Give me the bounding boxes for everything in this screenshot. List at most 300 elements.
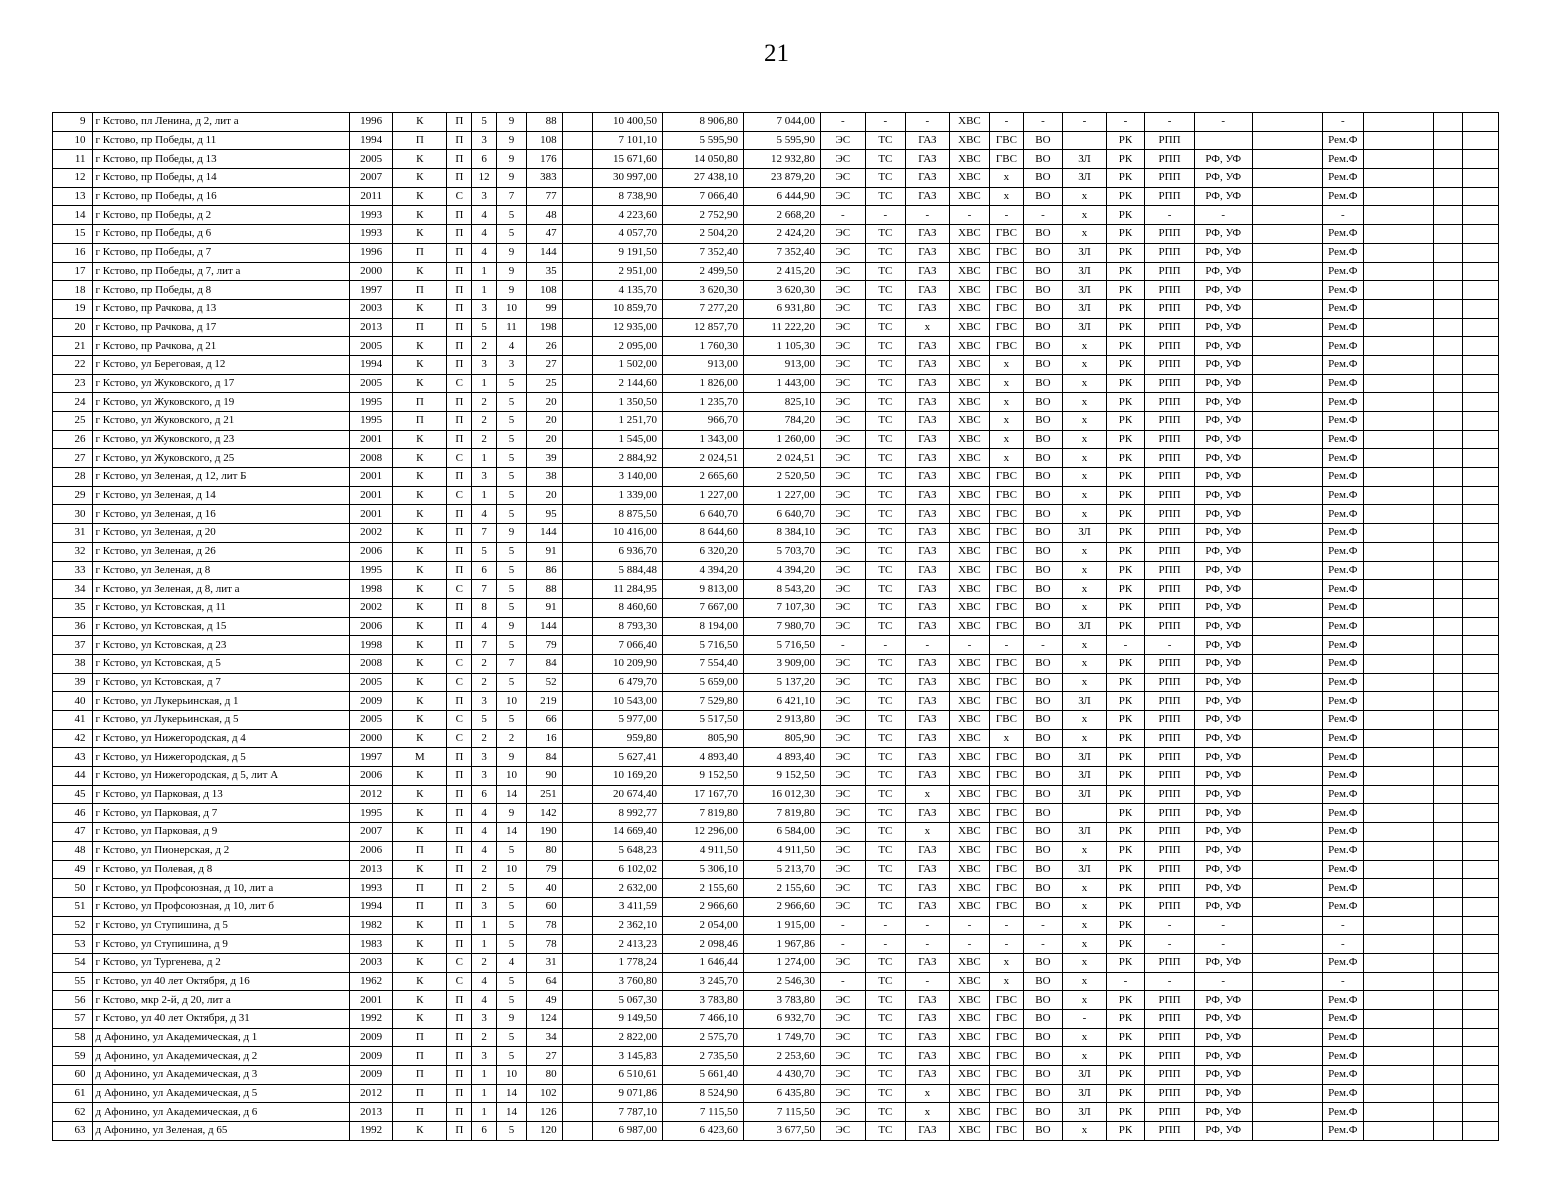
- table-cell: ГВС: [990, 897, 1023, 916]
- table-cell: 2005: [349, 374, 393, 393]
- table-cell: 2005: [349, 150, 393, 169]
- table-cell: 11: [496, 318, 526, 337]
- table-cell: 2: [472, 393, 496, 412]
- table-cell: ГАЗ: [906, 841, 950, 860]
- table-cell: ТС: [865, 860, 906, 879]
- table-cell: ТС: [865, 1066, 906, 1085]
- table-cell: ЗЛ: [1063, 169, 1107, 188]
- table-cell: [1433, 729, 1462, 748]
- table-cell: ГАЗ: [906, 243, 950, 262]
- table-cell: 383: [527, 169, 562, 188]
- table-cell: К: [393, 355, 447, 374]
- table-cell: ТС: [865, 169, 906, 188]
- table-cell: [1433, 131, 1462, 150]
- table-cell: [1463, 617, 1499, 636]
- table-cell: ТС: [865, 598, 906, 617]
- table-cell: г Кстово, ул Жуковского, д 23: [92, 430, 349, 449]
- table-cell: [1252, 486, 1322, 505]
- table-cell: 1982: [349, 916, 393, 935]
- table-cell: [1252, 113, 1322, 132]
- table-cell: 1993: [349, 879, 393, 898]
- table-cell: ГВС: [990, 673, 1023, 692]
- table-row: [53, 879, 1499, 898]
- table-cell: [1252, 692, 1322, 711]
- table-cell: [1252, 131, 1322, 150]
- table-row: [53, 225, 1499, 244]
- table-cell: 12 296,00: [662, 823, 743, 842]
- table-cell: -: [1145, 935, 1195, 954]
- table-cell: ТС: [865, 505, 906, 524]
- table-cell: РПП: [1145, 729, 1195, 748]
- table-row: [53, 337, 1499, 356]
- table-cell: 9: [496, 131, 526, 150]
- table-cell: ХВС: [949, 617, 990, 636]
- table-cell: 20: [53, 318, 93, 337]
- table-cell: ХВС: [949, 1010, 990, 1029]
- table-cell: ЭС: [821, 879, 866, 898]
- table-row: [53, 598, 1499, 617]
- table-cell: ЭС: [821, 785, 866, 804]
- table-cell: 3: [472, 355, 496, 374]
- table-cell: [1463, 1122, 1499, 1141]
- table-cell: ЗЛ: [1063, 318, 1107, 337]
- table-cell: [562, 187, 592, 206]
- table-cell: Рем.Ф: [1322, 243, 1364, 262]
- table-cell: 2: [472, 953, 496, 972]
- table-cell: 959,80: [593, 729, 663, 748]
- table-cell: х: [1063, 729, 1107, 748]
- table-cell: К: [393, 860, 447, 879]
- table-cell: 4 057,70: [593, 225, 663, 244]
- table-cell: ВО: [1023, 991, 1063, 1010]
- table-cell: 1994: [349, 897, 393, 916]
- table-cell: г Кстово, ул Профсоюзная, д 10, лит а: [92, 879, 349, 898]
- table-cell: ГВС: [990, 617, 1023, 636]
- table-cell: ГАЗ: [906, 169, 950, 188]
- table-cell: [1252, 393, 1322, 412]
- table-cell: ЭС: [821, 1047, 866, 1066]
- table-cell: К: [393, 636, 447, 655]
- table-cell: РПП: [1145, 468, 1195, 487]
- table-cell: ТС: [865, 225, 906, 244]
- table-cell: ГВС: [990, 991, 1023, 1010]
- table-cell: [1364, 542, 1434, 561]
- table-cell: [1364, 281, 1434, 300]
- table-cell: 7: [472, 580, 496, 599]
- table-cell: 2006: [349, 841, 393, 860]
- table-cell: [1433, 823, 1462, 842]
- table-cell: [562, 1047, 592, 1066]
- table-row: [53, 711, 1499, 730]
- table-cell: РПП: [1145, 654, 1195, 673]
- table-cell: 3 760,80: [593, 972, 663, 991]
- table-cell: РК: [1106, 374, 1145, 393]
- table-cell: [1463, 468, 1499, 487]
- table-cell: 54: [53, 953, 93, 972]
- table-cell: ВО: [1023, 580, 1063, 599]
- table-cell: г Кстово, ул Нижегородская, д 5, лит А: [92, 767, 349, 786]
- table-cell: ТС: [865, 243, 906, 262]
- table-cell: С: [447, 654, 472, 673]
- table-cell: ЭС: [821, 673, 866, 692]
- table-cell: ТС: [865, 262, 906, 281]
- table-cell: [1252, 150, 1322, 169]
- table-cell: РПП: [1145, 337, 1195, 356]
- table-row: [53, 150, 1499, 169]
- table-cell: РПП: [1145, 131, 1195, 150]
- table-cell: 2001: [349, 486, 393, 505]
- table-cell: -: [990, 113, 1023, 132]
- table-cell: П: [447, 598, 472, 617]
- table-cell: ХВС: [949, 953, 990, 972]
- table-cell: 2 668,20: [744, 206, 821, 225]
- table-cell: РФ, УФ: [1194, 729, 1252, 748]
- table-cell: ЗЛ: [1063, 1066, 1107, 1085]
- table-cell: ВО: [1023, 860, 1063, 879]
- table-cell: 2007: [349, 169, 393, 188]
- table-cell: 2: [496, 729, 526, 748]
- table-cell: [1252, 524, 1322, 543]
- table-cell: ТС: [865, 991, 906, 1010]
- table-cell: х: [1063, 916, 1107, 935]
- table-cell: [1364, 879, 1434, 898]
- table-cell: РПП: [1145, 187, 1195, 206]
- table-cell: [1252, 617, 1322, 636]
- table-cell: 11: [53, 150, 93, 169]
- table-cell: ТС: [865, 953, 906, 972]
- table-cell: -: [906, 935, 950, 954]
- table-cell: 1 343,00: [662, 430, 743, 449]
- table-cell: 2007: [349, 823, 393, 842]
- table-cell: РФ, УФ: [1194, 393, 1252, 412]
- table-cell: 7: [496, 187, 526, 206]
- table-row: [53, 673, 1499, 692]
- table-cell: ГАЗ: [906, 617, 950, 636]
- table-cell: [1433, 430, 1462, 449]
- table-cell: 1992: [349, 1122, 393, 1141]
- table-cell: г Кстово, ул 40 лет Октября, д 31: [92, 1010, 349, 1029]
- table-cell: [1252, 1028, 1322, 1047]
- table-cell: 1995: [349, 412, 393, 431]
- table-row: [53, 916, 1499, 935]
- table-cell: х: [1063, 935, 1107, 954]
- table-cell: [1433, 953, 1462, 972]
- table-cell: ХВС: [949, 879, 990, 898]
- table-cell: ЭС: [821, 430, 866, 449]
- table-cell: РК: [1106, 580, 1145, 599]
- table-cell: [1433, 916, 1462, 935]
- table-cell: 1 227,00: [662, 486, 743, 505]
- table-cell: Рем.Ф: [1322, 1084, 1364, 1103]
- table-cell: РК: [1106, 449, 1145, 468]
- table-cell: [1433, 243, 1462, 262]
- table-cell: Рем.Ф: [1322, 225, 1364, 244]
- table-cell: [1252, 542, 1322, 561]
- table-cell: ЭС: [821, 617, 866, 636]
- table-cell: 40: [527, 879, 562, 898]
- table-cell: [1433, 711, 1462, 730]
- table-cell: [562, 131, 592, 150]
- table-cell: ХВС: [949, 524, 990, 543]
- table-cell: 41: [53, 711, 93, 730]
- table-cell: ВО: [1023, 1028, 1063, 1047]
- table-cell: [1364, 1103, 1434, 1122]
- table-cell: ГАЗ: [906, 337, 950, 356]
- table-cell: ТС: [865, 355, 906, 374]
- table-cell: [1433, 1010, 1462, 1029]
- table-cell: ГВС: [990, 505, 1023, 524]
- table-cell: [1433, 206, 1462, 225]
- table-cell: 7 101,10: [593, 131, 663, 150]
- table-cell: П: [447, 916, 472, 935]
- table-cell: г Кстово, ул 40 лет Октября, д 16: [92, 972, 349, 991]
- table-cell: [562, 486, 592, 505]
- table-cell: 2 665,60: [662, 468, 743, 487]
- table-cell: 7: [472, 636, 496, 655]
- table-cell: РПП: [1145, 542, 1195, 561]
- table-cell: 120: [527, 1122, 562, 1141]
- table-cell: [1463, 598, 1499, 617]
- table-cell: 2 155,60: [744, 879, 821, 898]
- table-cell: 31: [527, 953, 562, 972]
- table-cell: 5 884,48: [593, 561, 663, 580]
- table-cell: 1 251,70: [593, 412, 663, 431]
- table-cell: [562, 654, 592, 673]
- table-cell: ВО: [1023, 430, 1063, 449]
- table-cell: 825,10: [744, 393, 821, 412]
- table-cell: х: [990, 169, 1023, 188]
- table-cell: [1252, 412, 1322, 431]
- table-cell: ТС: [865, 1103, 906, 1122]
- table-cell: [1252, 711, 1322, 730]
- table-cell: [1433, 991, 1462, 1010]
- table-cell: 34: [53, 580, 93, 599]
- table-cell: ТС: [865, 486, 906, 505]
- table-cell: [1433, 692, 1462, 711]
- table-cell: [1463, 206, 1499, 225]
- table-cell: 62: [53, 1103, 93, 1122]
- table-cell: РК: [1106, 393, 1145, 412]
- table-row: [53, 860, 1499, 879]
- table-cell: С: [447, 374, 472, 393]
- table-cell: 2 253,60: [744, 1047, 821, 1066]
- table-cell: К: [393, 598, 447, 617]
- table-cell: К: [393, 1122, 447, 1141]
- table-cell: 37: [53, 636, 93, 655]
- table-cell: 35: [53, 598, 93, 617]
- table-cell: -: [1145, 113, 1195, 132]
- table-cell: [1252, 916, 1322, 935]
- table-cell: 23 879,20: [744, 169, 821, 188]
- table-cell: г Кстово, ул Зеленая, д 26: [92, 542, 349, 561]
- table-cell: [562, 1010, 592, 1029]
- table-cell: [562, 692, 592, 711]
- table-cell: [1364, 225, 1434, 244]
- table-cell: ЭС: [821, 243, 866, 262]
- table-cell: П: [393, 281, 447, 300]
- table-cell: 1997: [349, 748, 393, 767]
- table-cell: [1463, 953, 1499, 972]
- table-cell: г Кстово, ул Профсоюзная, д 10, лит б: [92, 897, 349, 916]
- table-cell: [1364, 505, 1434, 524]
- table-cell: 1 915,00: [744, 916, 821, 935]
- table-cell: РК: [1106, 1028, 1145, 1047]
- table-cell: ЭС: [821, 505, 866, 524]
- table-cell: 8 906,80: [662, 113, 743, 132]
- table-cell: [562, 841, 592, 860]
- table-cell: ХВС: [949, 468, 990, 487]
- table-row: [53, 729, 1499, 748]
- table-cell: 7 529,80: [662, 692, 743, 711]
- table-cell: 66: [527, 711, 562, 730]
- table-cell: 6 444,90: [744, 187, 821, 206]
- table-cell: РПП: [1145, 823, 1195, 842]
- table-cell: 2 415,20: [744, 262, 821, 281]
- table-cell: ЭС: [821, 468, 866, 487]
- table-cell: ЭС: [821, 729, 866, 748]
- table-cell: Рем.Ф: [1322, 953, 1364, 972]
- table-cell: 124: [527, 1010, 562, 1029]
- table-cell: 14 050,80: [662, 150, 743, 169]
- table-cell: РФ, УФ: [1194, 580, 1252, 599]
- table-cell: г Кстово, ул Зеленая, д 8, лит а: [92, 580, 349, 599]
- table-cell: [1433, 355, 1462, 374]
- table-cell: [1433, 804, 1462, 823]
- table-cell: ЭС: [821, 897, 866, 916]
- table-cell: 3 620,30: [662, 281, 743, 300]
- table-cell: РФ, УФ: [1194, 1047, 1252, 1066]
- table-cell: 5 213,70: [744, 860, 821, 879]
- table-cell: 2008: [349, 654, 393, 673]
- table-cell: 2011: [349, 187, 393, 206]
- table-cell: 4 893,40: [662, 748, 743, 767]
- table-cell: [1463, 767, 1499, 786]
- table-cell: ЗЛ: [1063, 243, 1107, 262]
- table-cell: ХВС: [949, 1047, 990, 1066]
- table-cell: [1364, 767, 1434, 786]
- table-cell: [1463, 412, 1499, 431]
- table-cell: РК: [1106, 225, 1145, 244]
- table-cell: 1 967,86: [744, 935, 821, 954]
- table-cell: 1 274,00: [744, 953, 821, 972]
- table-cell: РПП: [1145, 412, 1195, 431]
- table-cell: ХВС: [949, 785, 990, 804]
- table-cell: 5: [496, 393, 526, 412]
- table-cell: РФ, УФ: [1194, 318, 1252, 337]
- table-cell: 2 966,60: [744, 897, 821, 916]
- table-cell: П: [447, 1010, 472, 1029]
- table-cell: -: [865, 206, 906, 225]
- table-cell: 2002: [349, 598, 393, 617]
- table-cell: ЭС: [821, 748, 866, 767]
- table-cell: 5 659,00: [662, 673, 743, 692]
- table-row: [53, 972, 1499, 991]
- table-cell: х: [1063, 225, 1107, 244]
- table-cell: 2 424,20: [744, 225, 821, 244]
- table-cell: РК: [1106, 598, 1145, 617]
- table-cell: П: [393, 841, 447, 860]
- table-cell: -: [865, 916, 906, 935]
- table-cell: х: [1063, 355, 1107, 374]
- table-cell: 5: [472, 318, 496, 337]
- table-cell: Рем.Ф: [1322, 393, 1364, 412]
- table-cell: РФ, УФ: [1194, 225, 1252, 244]
- table-cell: ВО: [1023, 318, 1063, 337]
- table-cell: ГВС: [990, 561, 1023, 580]
- table-cell: РПП: [1145, 262, 1195, 281]
- table-cell: К: [393, 169, 447, 188]
- table-cell: [562, 785, 592, 804]
- table-cell: П: [393, 412, 447, 431]
- table-cell: 6 421,10: [744, 692, 821, 711]
- table-cell: РК: [1106, 654, 1145, 673]
- table-cell: ГВС: [990, 281, 1023, 300]
- table-cell: [562, 505, 592, 524]
- table-cell: [1433, 935, 1462, 954]
- table-cell: П: [447, 1028, 472, 1047]
- table-cell: Рем.Ф: [1322, 1010, 1364, 1029]
- table-cell: [1364, 187, 1434, 206]
- table-cell: 3 620,30: [744, 281, 821, 300]
- table-cell: РПП: [1145, 953, 1195, 972]
- table-cell: ХВС: [949, 281, 990, 300]
- table-cell: 1 760,30: [662, 337, 743, 356]
- table-cell: 22: [53, 355, 93, 374]
- table-cell: ЭС: [821, 318, 866, 337]
- table-cell: РПП: [1145, 1010, 1195, 1029]
- table-cell: ЭС: [821, 225, 866, 244]
- table-cell: [1364, 617, 1434, 636]
- table-cell: РПП: [1145, 748, 1195, 767]
- table-row: [53, 654, 1499, 673]
- table-cell: ТС: [865, 337, 906, 356]
- table-cell: 2 752,90: [662, 206, 743, 225]
- table-cell: 7: [472, 524, 496, 543]
- table-cell: [1364, 374, 1434, 393]
- table-cell: К: [393, 953, 447, 972]
- table-cell: г Кстово, ул Нижегородская, д 4: [92, 729, 349, 748]
- table-cell: [1364, 841, 1434, 860]
- table-cell: 1: [472, 1066, 496, 1085]
- table-cell: 2000: [349, 262, 393, 281]
- table-cell: 126: [527, 1103, 562, 1122]
- table-cell: РК: [1106, 692, 1145, 711]
- table-cell: 2 520,50: [744, 468, 821, 487]
- table-cell: 2: [472, 729, 496, 748]
- table-cell: х: [1063, 1122, 1107, 1141]
- table-cell: 4: [472, 823, 496, 842]
- table-row: [53, 953, 1499, 972]
- table-cell: 12 935,00: [593, 318, 663, 337]
- table-cell: [1364, 243, 1434, 262]
- table-cell: ХВС: [949, 972, 990, 991]
- table-cell: [562, 206, 592, 225]
- table-cell: К: [393, 561, 447, 580]
- table-cell: д Афонино, ул Академическая, д 1: [92, 1028, 349, 1047]
- table-cell: 1 545,00: [593, 430, 663, 449]
- table-cell: 4 223,60: [593, 206, 663, 225]
- table-cell: 4: [472, 206, 496, 225]
- table-cell: Рем.Ф: [1322, 879, 1364, 898]
- table-cell: ЭС: [821, 393, 866, 412]
- table-cell: ГВС: [990, 580, 1023, 599]
- table-cell: ВО: [1023, 337, 1063, 356]
- table-cell: [1364, 262, 1434, 281]
- table-cell: 1997: [349, 281, 393, 300]
- table-cell: [1364, 580, 1434, 599]
- table-cell: [1463, 505, 1499, 524]
- table-cell: 5 703,70: [744, 542, 821, 561]
